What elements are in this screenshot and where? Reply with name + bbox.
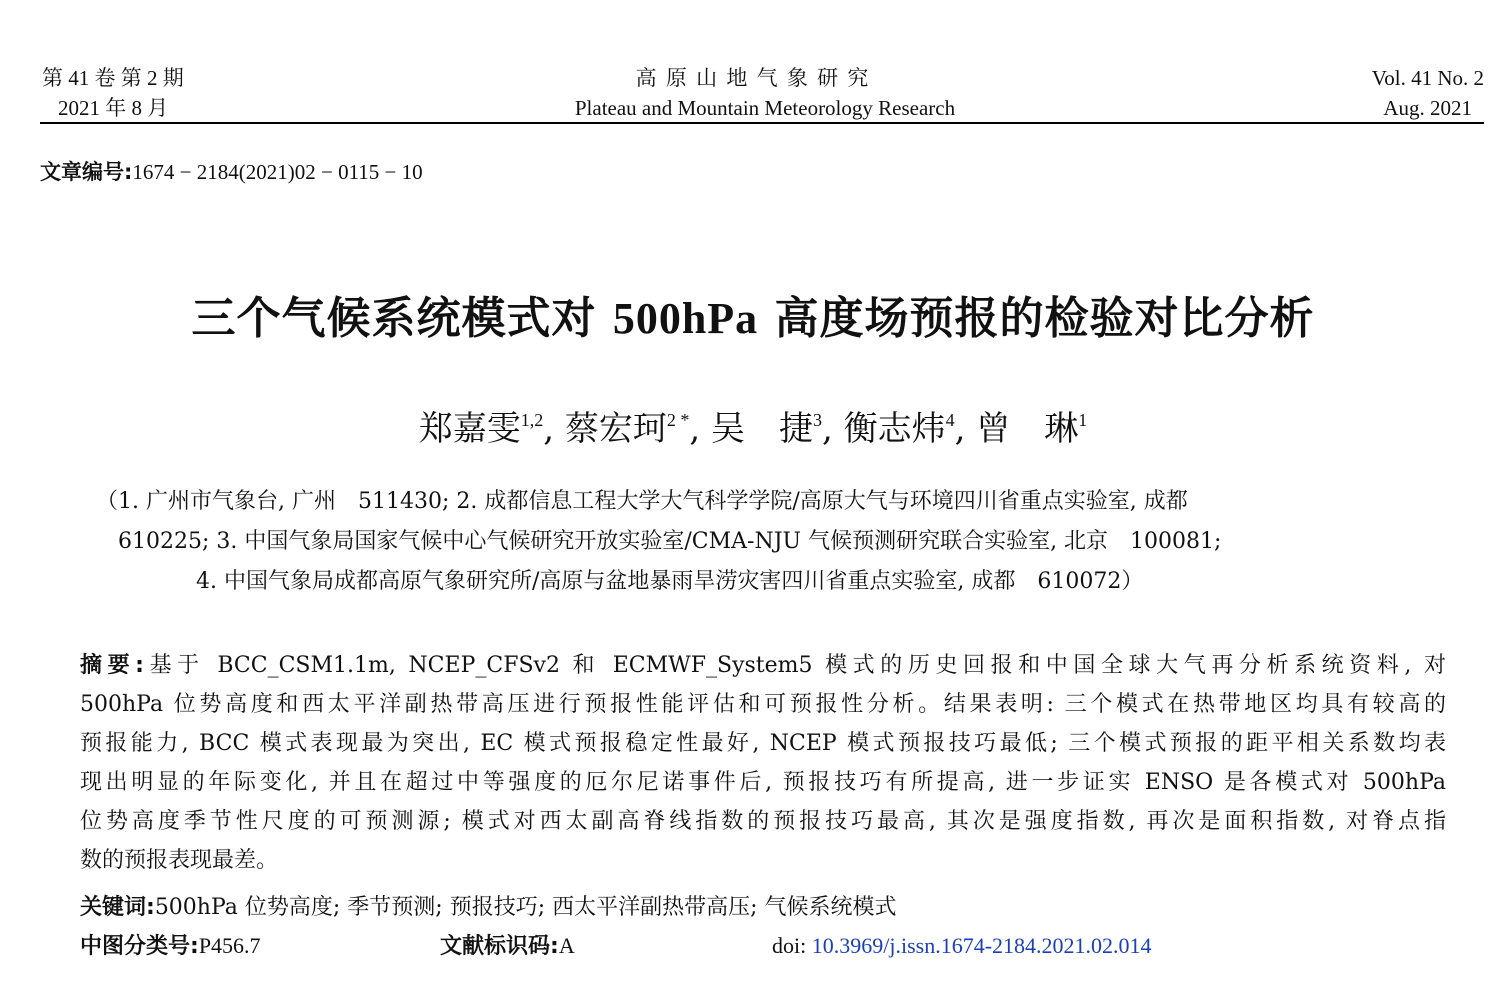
volume-issue: 第 41 卷 第 2 期 xyxy=(42,66,184,90)
journal-name-cn: 高 原 山 地 气 象 研 究 xyxy=(635,66,871,90)
abstract-line-2: 500hPa 位势高度和西太平洋副热带高压进行预报性能评估和可预报性分析。结果表明: 三个模式在热带地区均具有较高的 xyxy=(80,692,1446,717)
journal-name-en: Plateau and Mountain Meteorology Research xyxy=(574,96,956,120)
author-3: 吴 捷$^3$ xyxy=(711,409,822,449)
abstract-label: 摘要: xyxy=(80,653,144,678)
abstract-line-4: 现出明显的年际变化, 并且在超过中等强度的厄尔尼诺事件后, 预报技巧有所提高, 进一步证实 ENSO 是各模式对 500hPa xyxy=(80,770,1446,795)
abstract-line-6: 数的预报表现最差。 xyxy=(80,848,279,873)
author-separator: , xyxy=(822,409,833,449)
document-code-label: 文献标识码: xyxy=(440,934,559,959)
abstract-line-3: 预报能力, BCC 模式表现最为突出, EC 模式预报稳定性最好, NCEP 模式预报技巧最低; 三个模式预报的距平相关系数均表 xyxy=(80,731,1446,756)
title-part-2: 500hPa xyxy=(612,294,759,343)
author-1: 郑嘉雯$^{1,2}$ xyxy=(418,409,544,449)
clc-number xyxy=(80,928,261,965)
article-number xyxy=(40,158,423,186)
affiliation-line-1: （1. 广州市气象台, 广州 511430; 2. 成都信息工程大学大气科学学院/高原大气与环境四川省重点实验室, 成都 xyxy=(96,489,1188,514)
keywords xyxy=(80,890,897,926)
document-code-value: A xyxy=(558,933,575,958)
doi xyxy=(772,928,1152,964)
abstract xyxy=(80,646,1446,880)
author-separator: , xyxy=(543,409,555,449)
author-list xyxy=(0,398,1506,451)
affiliation-line-3: 4. 中国气象局成都高原气象研究所/高原与盆地暴雨旱涝灾害四川省重点实验室, 成都 610072） xyxy=(196,569,1144,594)
keywords-label: 关键词: xyxy=(80,895,155,920)
title-part-1: 三个气候系统模式对 xyxy=(191,293,613,344)
article-number-label: 文章编号: xyxy=(40,160,133,184)
volume-issue-en: Vol. 41 No. 2 xyxy=(1371,66,1484,90)
author-5: 曾 琳$^1$ xyxy=(976,409,1088,449)
clc-value: P456.7 xyxy=(198,933,261,958)
title-part-3: 高度场预报的检验对比分析 xyxy=(758,293,1315,344)
doi-label: doi: xyxy=(772,933,807,958)
paper-title xyxy=(0,282,1506,346)
document-code xyxy=(440,928,575,965)
article-number-value: 1674 − 2184(2021)02 − 0115 − 10 xyxy=(132,160,423,184)
keywords-value: 500hPa 位势高度; 季节预测; 预报技巧; 西太平洋副热带高压; 气候系统模式 xyxy=(154,895,897,920)
author-4: 衡志炜$^4$ xyxy=(843,409,955,449)
author-separator: , xyxy=(689,409,701,449)
clc-label: 中图分类号: xyxy=(80,934,199,959)
publication-date: 2021 年 8 月 xyxy=(58,96,169,120)
abstract-line-5: 位势高度季节性尺度的可预测源; 模式对西太副高脊线指数的预报技巧最高, 其次是强度指数, 再次是面积指数, 对脊点指 xyxy=(80,809,1446,834)
header-rule xyxy=(40,122,1484,124)
author-separator: , xyxy=(954,409,966,449)
doi-link[interactable]: 10.3969/j.issn.1674-2184.2021.02.014 xyxy=(811,933,1152,958)
abstract-line-1: 摘要:基于 BCC_CSM1.1m, NCEP_CFSv2 和 ECMWF_System5 模式的历史回报和中国全球大气再分析系统资料, 对 xyxy=(80,653,1446,678)
author-2: 蔡宏珂$^{2 *}$ xyxy=(564,409,690,449)
publication-date-en: Aug. 2021 xyxy=(1383,96,1472,120)
affiliation-line-2: 610225; 3. 中国气象局国家气候中心气候研究开放实验室/CMA-NJU 气候预测研究联合实验室, 北京 100081; xyxy=(118,529,1222,554)
